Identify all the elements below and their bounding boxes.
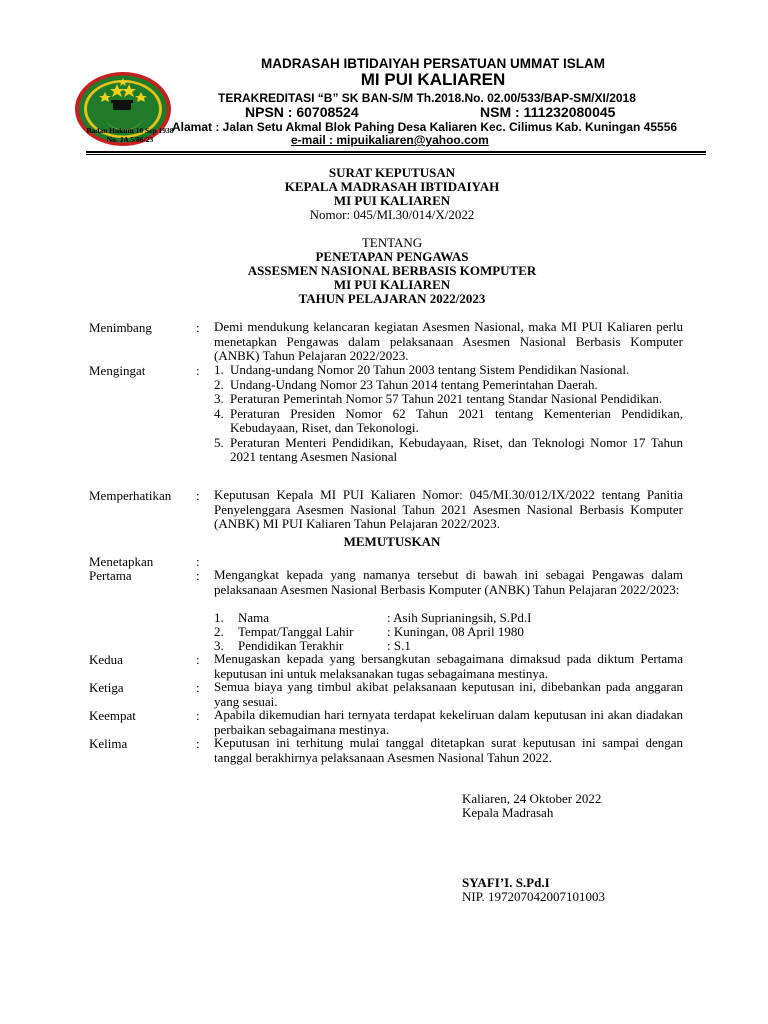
address: Alamat : Jalan Setu Akmal Blok Pahing Desa Kaliaren Kec. Cilimus Kab. Kuningan 45556 bbox=[172, 120, 678, 134]
keempat-label: Keempat bbox=[89, 708, 136, 723]
table-row: 1. Nama : Asih Suprianingsih, S.Pd.I bbox=[214, 610, 532, 625]
subject-line1: PENETAPAN PENGAWAS bbox=[315, 249, 469, 264]
table-row: 2. Tempat/Tanggal Lahir : Kuningan, 08 April 1980 bbox=[214, 624, 524, 639]
signatory-nip: NIP. 197207042007101003 bbox=[462, 889, 606, 904]
legal-status-line2: No. JA 5/86/23 bbox=[106, 135, 154, 144]
org-name: MADRASAH IBTIDAIYAH PERSATUAN UMMAT ISLAM bbox=[261, 56, 605, 71]
nsm: NSM : 111232080045 bbox=[480, 104, 616, 120]
memutuskan-heading: MEMUTUSKAN bbox=[343, 534, 441, 549]
menimbang-text: Demi mendukung kelancaran kegiatan Asesmen Nasional, maka MI PUI Kaliaren perlu menetapkan Pengawas dalam pelaksanaan Asesmen Nasional Berbasis Komputer (ANBK) Tahun Pelajaran 2022/2023. bbox=[214, 319, 683, 363]
letterhead-rule-thick bbox=[86, 151, 706, 153]
memperhatikan-colon: : bbox=[196, 488, 200, 503]
menetapkan-colon: : bbox=[196, 554, 200, 569]
signatory-name: SYAFI’I. S.Pd.I bbox=[462, 875, 550, 890]
keempat-colon: : bbox=[196, 708, 200, 723]
list-item: 5. Peraturan Menteri Pendidikan, Kebudayaan, Riset, dan Teknologi Nomor 17 Tahun 2021 tentang Asesmen Nasional bbox=[214, 434, 683, 464]
legal-status-line1: Badan Hukum 10 Sep 1938 bbox=[86, 126, 174, 135]
list-item: 4. Peraturan Presiden Nomor 62 Tahun 2021 tentang Kementerian Pendidikan, Kebudayaan, Riset, dan Tekonologi. bbox=[214, 405, 683, 435]
kedua-label: Kedua bbox=[89, 652, 123, 667]
kelima-colon: : bbox=[196, 736, 200, 751]
legal-status bbox=[78, 126, 182, 144]
subject-line4: TAHUN PELAJARAN 2022/2023 bbox=[298, 291, 486, 306]
menetapkan-label: Menetapkan bbox=[89, 554, 154, 569]
pertama-text: Mengangkat kepada yang namanya tersebut di bawah ini sebagai Pengawas dalam pelaksanaan Asesmen Nasional Berbasis Komputer (ANBK) Tahun Pelajaran 2022/2023: bbox=[214, 567, 683, 597]
ketiga-colon: : bbox=[196, 680, 200, 695]
email-link[interactable]: e-mail : mipuikaliaren@yahoo.com bbox=[291, 133, 489, 147]
subject-line2: ASSESMEN NASIONAL BERBASIS KOMPUTER bbox=[247, 263, 537, 278]
list-item: 3. Peraturan Pemerintah Nomor 57 Tahun 2021 tentang Standar Nasional Pendidikan. bbox=[214, 391, 663, 406]
memperhatikan-text: Keputusan Kepala MI PUI Kaliaren Nomor: 045/MI.30/012/IX/2022 tentang Panitia Penyelenggara Asesmen Nasional Tahun 2021 Asesmen Nasional Berbasis Komputer (ANBK) MI PUI Kaliaren Tahun Pelajaran 2022/2023. bbox=[214, 487, 683, 531]
table-row: 3. Pendidikan Terakhir : S.1 bbox=[214, 638, 411, 653]
accreditation: TERAKREDITASI “B” SK BAN-S/M Th.2018.No. 02.00/533/BAP-SM/XI/2018 bbox=[218, 91, 636, 105]
kelima-label: Kelima bbox=[89, 736, 128, 751]
letterhead-rule-thin bbox=[86, 154, 706, 155]
pertama-colon: : bbox=[196, 568, 200, 583]
subject-heading: TENTANG bbox=[361, 235, 423, 250]
kedua-colon: : bbox=[196, 652, 200, 667]
mengingat-list bbox=[214, 363, 683, 465]
signature-place-date: Kaliaren, 24 Oktober 2022 bbox=[462, 791, 602, 806]
doc-title-line3: MI PUI KALIAREN bbox=[333, 193, 451, 208]
pertama-label: Pertama bbox=[89, 568, 132, 583]
list-item: 1. Undang-undang Nomor 20 Tahun 2003 tentang Sistem Pendidikan Nasional. bbox=[214, 362, 630, 377]
menimbang-colon: : bbox=[196, 320, 200, 335]
subject-line3: MI PUI KALIAREN bbox=[333, 277, 451, 292]
memperhatikan-label: Memperhatikan bbox=[89, 488, 172, 503]
menimbang-label: Menimbang bbox=[89, 320, 152, 335]
doc-title: SURAT KEPUTUSAN bbox=[328, 165, 456, 180]
doc-number: Nomor: 045/MI.30/014/X/2022 bbox=[309, 207, 475, 222]
list-item: 2. Undang-Undang Nomor 23 Tahun 2014 tentang Pemerintahan Daerah. bbox=[214, 376, 598, 392]
kedua-text: Menugaskan kepada yang bersangkutan sebagaimana dimaksud pada diktum Pertama keputusan ini untuk melaksanakan tugas sebagaimana mestinya. bbox=[214, 651, 683, 681]
ketiga-text: Semua biaya yang timbul akibat pelaksanaan keputusan ini, dibebankan pada anggaran yang sesuai. bbox=[214, 679, 683, 709]
ketiga-label: Ketiga bbox=[89, 680, 124, 695]
mengingat-label: Mengingat bbox=[89, 363, 146, 378]
school-name: MI PUI KALIAREN bbox=[360, 70, 506, 89]
kelima-text: Keputusan ini terhitung mulai tanggal ditetapkan surat keputusan ini sampai dengan tanggal berakhirnya pelaksanaan Asesmen Nasional Tahun 2022. bbox=[214, 735, 683, 765]
doc-title-line2: KEPALA MADRASAH IBTIDAIYAH bbox=[284, 179, 500, 194]
mengingat-colon: : bbox=[196, 363, 200, 378]
keempat-text: Apabila dikemudian hari ternyata terdapat kekeliruan dalam keputusan ini akan diadakan perbaikan sebagaimana mestinya. bbox=[214, 707, 683, 737]
signature-position: Kepala Madrasah bbox=[462, 805, 554, 820]
npsn: NPSN : 60708524 bbox=[245, 104, 359, 120]
